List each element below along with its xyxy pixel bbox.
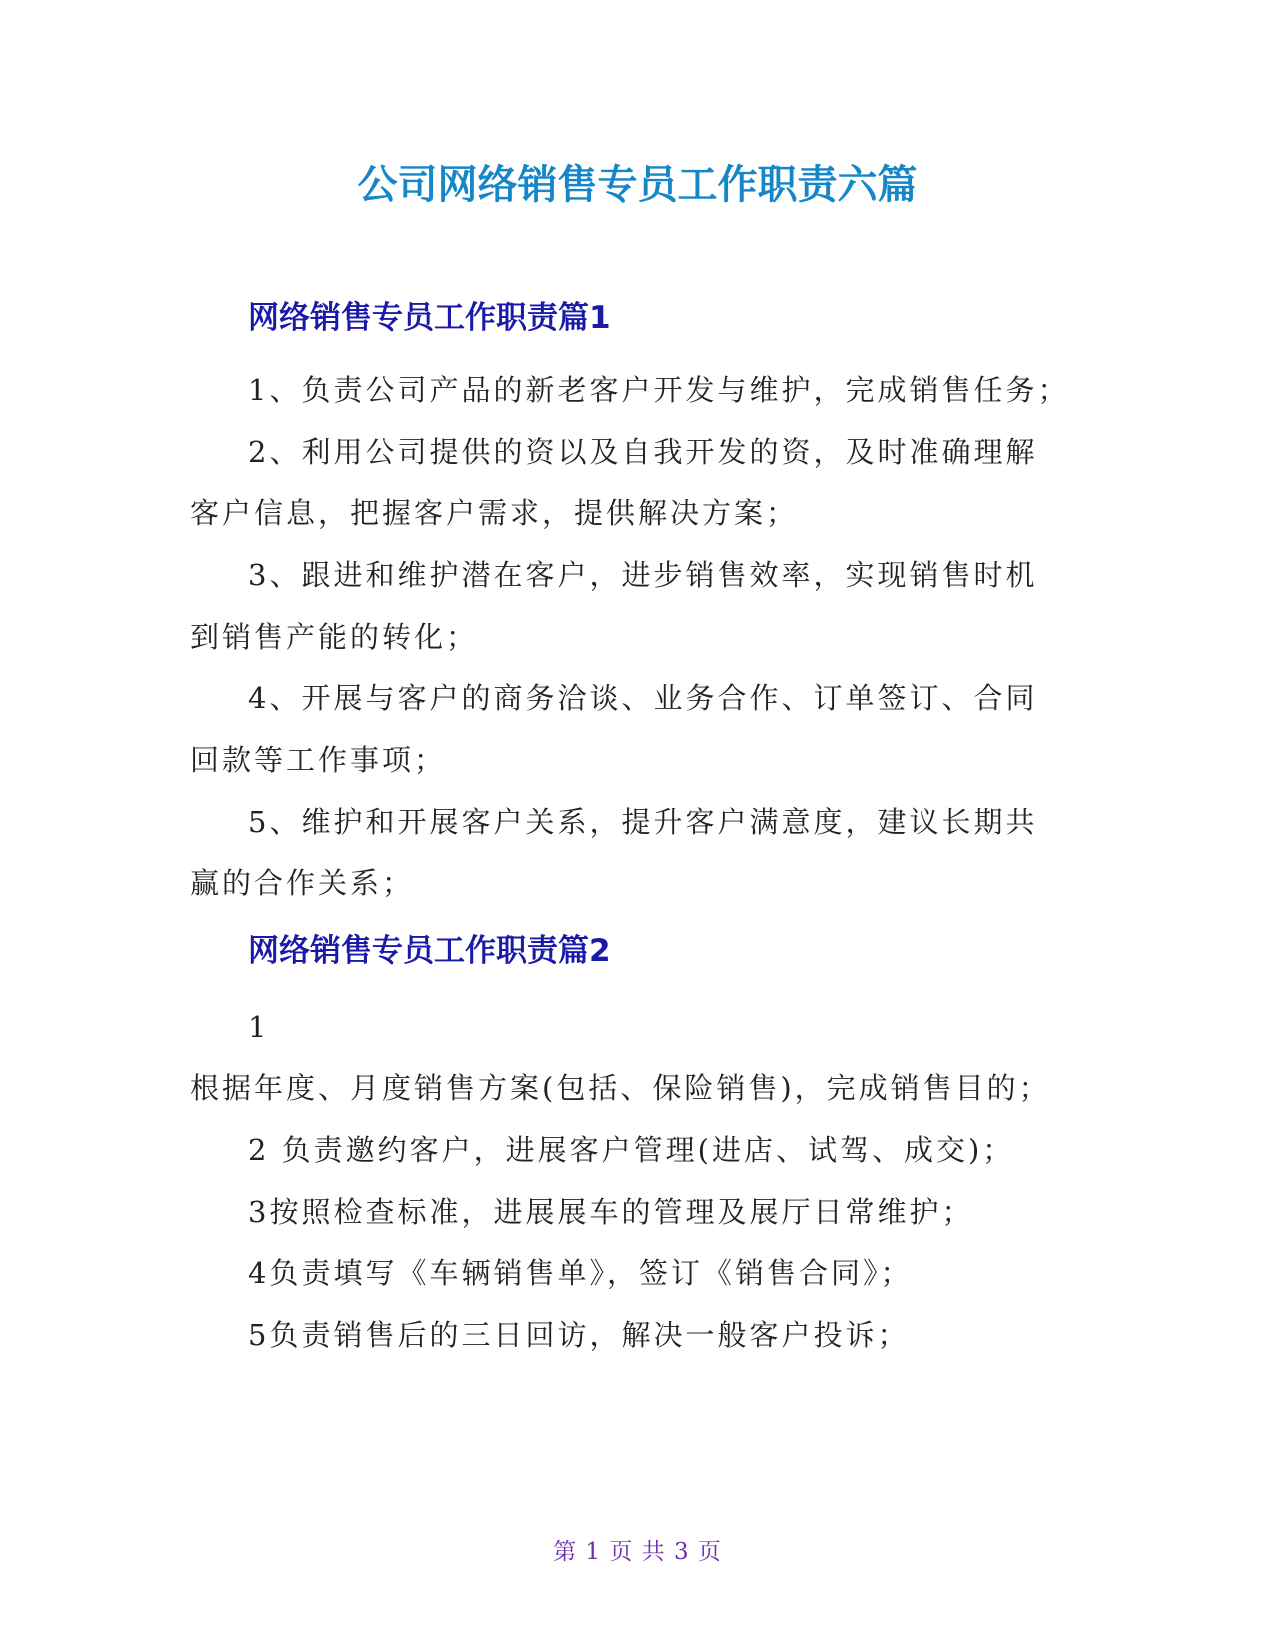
section-2-heading: 网络销售专员工作职责篇2	[248, 933, 611, 969]
section-1-item-5-line-2: 赢的合作关系；	[190, 866, 415, 900]
section-2-item-2: 2 负责邀约客户，进展客户管理(进店、试驾、成交)；	[248, 1133, 1015, 1167]
section-1-item-1	[190, 358, 1128, 422]
section-1-item-4-line-1: 4、开展与客户的商务洽谈、业务合作、订单签订、合同	[248, 681, 1038, 715]
section-1-item-2-line-2: 客户信息，把握客户需求，提供解决方案；	[190, 496, 799, 530]
section-2-item-4: 4负责填写《车辆销售单》，签订《销售合同》；	[248, 1256, 913, 1290]
section-2-item-1-line-1: 1	[248, 1010, 270, 1044]
page-number-footer: 第 1 页 共 3 页	[553, 1539, 722, 1565]
section-1-item-5-line-1: 5、维护和开展客户关系，提升客户满意度，建议长期共	[248, 805, 1038, 839]
section-2-item-1-line-2: 根据年度、月度销售方案(包括、保险销售)，完成销售目的；	[190, 1071, 1051, 1105]
item-line: 1、负责公司产品的新老客户开发与维护，完成销售任务；	[248, 373, 1070, 407]
section-2-item-3: 3按照检查标准，进展展车的管理及展厅日常维护；	[248, 1195, 974, 1229]
section-2-item-5: 5负责销售后的三日回访，解决一般客户投诉；	[248, 1318, 910, 1352]
section-1-heading: 网络销售专员工作职责篇1	[248, 300, 611, 336]
section-1-item-4-line-2: 回款等工作事项；	[190, 743, 447, 777]
section-1-item-3-line-2: 到销售产能的转化；	[190, 620, 479, 654]
section-1-item-2-line-1: 2、利用公司提供的资以及自我开发的资，及时准确理解	[248, 435, 1038, 469]
document-title: 公司网络销售专员工作职责六篇	[357, 162, 918, 208]
section-1-item-3-line-1: 3、跟进和维护潜在客户，进步销售效率，实现销售时机	[248, 558, 1038, 592]
